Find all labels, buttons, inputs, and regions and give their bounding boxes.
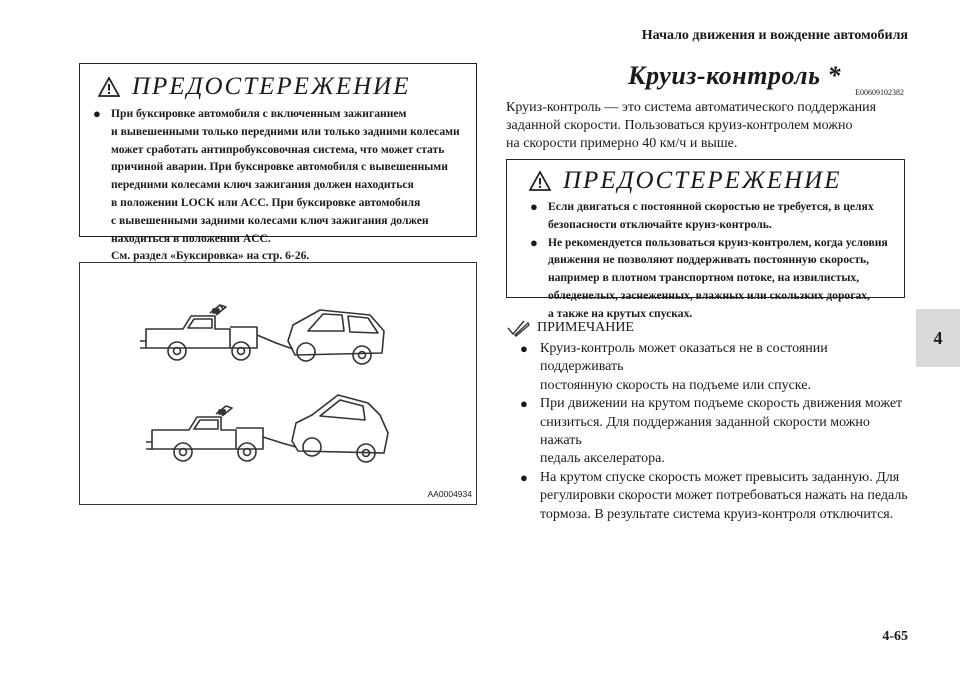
section-title: Круиз-контроль * <box>628 61 842 90</box>
bullet-icon: ● <box>93 106 101 121</box>
running-title: Начало движения и вождение автомобиля <box>641 28 908 43</box>
intro-paragraph <box>506 99 906 154</box>
text-line: с вывешенными задними колесами ключ зажигания должен <box>111 213 429 227</box>
text-line: может сработать антипробуксовочная система, что может стать <box>111 142 445 156</box>
tow-truck-bottom <box>146 406 296 461</box>
section-code: E00609102382 <box>855 88 904 97</box>
cruise-warning-box <box>506 159 905 320</box>
text-line: Если двигаться с постоянной скоростью не требуется, в целях <box>548 200 874 213</box>
text-line: При движении на крутом подъеме скорость движения может <box>540 396 903 412</box>
text-line: тормоза. В результате система круиз-контроля отключится. <box>540 506 894 522</box>
warning-triangle-icon <box>98 77 120 97</box>
text-line: См. раздел «Буксировка» на стр. 6-26. <box>111 249 310 263</box>
bullet-icon: ● <box>520 341 528 356</box>
text-line: находиться в положении ACC. <box>111 231 271 245</box>
text-line: например в плотном транспортном потоке, на извилистых, <box>548 271 860 285</box>
note-item <box>520 469 912 524</box>
text-line: постоянную скорость на подъеме или спуске. <box>540 377 811 393</box>
warning-triangle-icon <box>529 171 551 191</box>
cruise-warning-title: ПРЕДОСТЕРЕЖЕНИЕ <box>563 167 842 194</box>
text-line: причиной аварии. При буксировке автомобиля с вывешенными <box>111 160 448 174</box>
tow-warning-header <box>98 72 476 102</box>
towing-drawing <box>80 263 476 504</box>
tow-warning-title: ПРЕДОСТЕРЕЖЕНИЕ <box>132 73 411 100</box>
text-line: снизиться. Для поддержания заданной скорости можно нажать <box>540 414 870 449</box>
cruise-warning-item <box>530 234 896 323</box>
text-line: обледенелых, заснеженных, влажных или скользких дорогах, <box>548 288 870 302</box>
tow-warning-list <box>93 105 466 265</box>
text-line: Круиз-контроль — это система автоматического поддержания <box>506 100 877 115</box>
text-line: передними колесами ключ зажигания должен находиться <box>111 178 414 192</box>
text-line: на скорости примерно 40 км/ч и выше. <box>506 136 738 152</box>
bullet-icon: ● <box>520 396 528 412</box>
text-line: При буксировке автомобиля с включенным зажиганием <box>111 107 407 120</box>
page-number: 4-65 <box>882 629 908 644</box>
text-line: регулировки скорости может потребоваться нажать на педаль <box>540 488 908 504</box>
note-label: ПРИМЕЧАНИЕ <box>537 320 634 335</box>
cruise-warning-item <box>530 198 896 234</box>
text-line: и вывешенными только передними или только задними колесами <box>111 124 460 138</box>
cruise-warning-list <box>530 198 896 323</box>
towing-illustration <box>79 262 477 505</box>
tow-warning-box <box>79 63 477 263</box>
bullet-icon: ● <box>530 234 538 250</box>
text-line: в положении LOCK или ACC. При буксировке автомобиля <box>111 195 421 209</box>
note-list <box>520 340 912 524</box>
text-line: На крутом спуске скорость может превысить заданную. Для <box>540 469 900 485</box>
chapter-tab: 4 <box>916 309 960 367</box>
figure-code: AA0004934 <box>427 489 472 499</box>
text-line: заданной скорости. Пользоваться круиз-контролем можно <box>506 118 853 134</box>
text-line: безопасности отключайте круиз-контроль. <box>548 217 772 231</box>
tow-truck-top <box>140 305 293 360</box>
note-pencil-icon <box>506 319 530 337</box>
note-item <box>520 395 912 469</box>
note-header <box>506 319 634 337</box>
text-line: Не рекомендуется пользоваться круиз-контролем, когда условия <box>548 235 888 249</box>
text-line: педаль акселератора. <box>540 451 665 467</box>
cruise-warning-header <box>529 166 904 196</box>
text-line: а также на крутых спусках. <box>548 306 693 320</box>
note-item <box>520 340 912 395</box>
tow-warning-item <box>93 105 466 265</box>
text-line: Круиз-контроль может оказаться не в состоянии поддерживать <box>540 341 828 375</box>
bullet-icon: ● <box>520 469 528 485</box>
towed-sedan-bottom <box>292 395 388 462</box>
towed-suv-top <box>288 310 384 364</box>
text-line: движения не позволяют поддерживать постоянную скорость, <box>548 253 870 267</box>
bullet-icon: ● <box>530 199 538 214</box>
